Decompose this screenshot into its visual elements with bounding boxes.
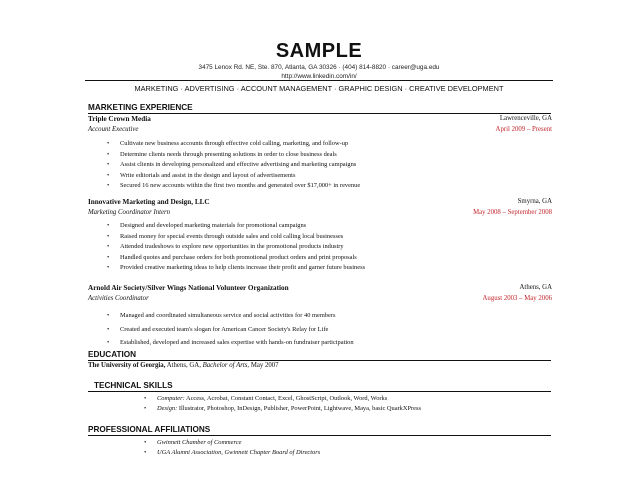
affiliation-item: • Gwinnett Chamber of Commerce xyxy=(144,438,320,448)
bullet-item: • Secured 16 new accounts within the first two months and generated over $17,000+ in revenue xyxy=(107,181,360,192)
job-bullets xyxy=(107,139,360,192)
affiliation-item: • UGA Alumni Association, Gwinnett Chapter Board of Directors xyxy=(144,448,320,458)
job-location: Lawrenceville, GA xyxy=(499,115,552,122)
job-bullets xyxy=(107,221,365,274)
resume-name: SAMPLE xyxy=(275,40,363,62)
education-entry xyxy=(88,362,279,369)
job-dates: April 2009 – Present xyxy=(495,126,552,133)
section-rule xyxy=(88,391,551,392)
company-name: Arnold Air Society/Silver Wings National Volunteer Organization xyxy=(88,284,289,292)
company-name: Innovative Marketing and Design, LLC xyxy=(88,198,210,206)
bullet-item: • Established, developed and increased sales expertise with hands-on fundraiser participation xyxy=(107,336,354,350)
graduation-date: May 2007 xyxy=(249,362,279,369)
section-heading-technical: TECHNICAL SKILLS xyxy=(94,381,173,390)
bullet-item: • Attended tradeshows to explore new opportunities in the promotional products industry xyxy=(107,242,365,253)
school-name: The University of Georgia, xyxy=(88,362,166,369)
bullet-item: • Managed and coordinated simultaneous service and social activities for 40 members xyxy=(107,309,354,323)
header-rule xyxy=(85,80,553,81)
skill-text: Access, Acrobat, Constant Contact, Excel, GhostScript, Outlook, Word, Works xyxy=(184,395,388,402)
technical-skills-list xyxy=(144,394,421,413)
section-rule xyxy=(88,360,551,361)
section-heading-education: EDUCATION xyxy=(88,350,137,359)
school-place: Athens, GA, xyxy=(165,362,203,369)
section-rule xyxy=(88,435,551,436)
bullet-item: • Determine clients needs through presenting solutions in order to close business deals xyxy=(107,150,360,161)
bullet-item: • Cultivate new business accounts through effective cold calling, marketing, and follow-up xyxy=(107,139,360,150)
section-rule xyxy=(88,113,551,114)
company-name: Triple Crown Media xyxy=(88,115,151,123)
skill-label: Computer: xyxy=(157,395,185,402)
bullet-item: • Assist clients in developing personalized and effective advertising and marketing campaigns xyxy=(107,160,360,171)
bullet-item: • Raised money for special events through outside sales and cold calling local businesses xyxy=(107,232,365,243)
job-title: Activities Coordinator xyxy=(88,295,149,302)
contact-line: 3475 Lenox Rd. NE, Ste. 870, Atlanta, GA 30326 · (404) 814-8820 · career@uga.edu xyxy=(198,64,440,71)
skill-label: Design: xyxy=(157,404,178,412)
skill-item xyxy=(144,394,421,404)
job-bullets xyxy=(107,309,354,350)
bullet-item: • Created and executed team's slogan for American Cancer Society's Relay for Life xyxy=(107,323,354,337)
bullet-item: • Write editorials and assist in the design and layout of advertisements xyxy=(107,171,360,182)
bullet-item: • Designed and developed marketing materials for promotional campaigns xyxy=(107,221,365,232)
affiliations-list xyxy=(144,438,320,458)
job-title: Marketing Coordinator Intern xyxy=(88,209,171,216)
job-dates: May 2008 – September 2008 xyxy=(473,209,552,216)
job-location: Athens, GA xyxy=(519,284,552,291)
degree: Bachelor of Arts, xyxy=(202,362,250,369)
job-dates: August 2003 – May 2006 xyxy=(482,295,552,302)
contact-info xyxy=(0,63,638,81)
profile-url: http://www.linkedin.com/in/ xyxy=(281,73,357,80)
section-heading-experience: MARKETING EXPERIENCE xyxy=(88,103,193,112)
skills-summary: MARKETING · ADVERTISING · ACCOUNT MANAGEMENT · GRAPHIC DESIGN · CREATIVE DEVELOPMENT xyxy=(134,84,504,93)
bullet-item: • Provided creative marketing ideas to help clients increase their profit and garner future business xyxy=(107,263,365,274)
bullet-item: • Handled quotes and purchase orders for both promotional product orders and print proposals xyxy=(107,253,365,264)
skill-item xyxy=(144,404,421,414)
section-heading-affiliations: PROFESSIONAL AFFILIATIONS xyxy=(88,425,211,434)
job-location: Smyrna, GA xyxy=(517,198,552,205)
job-title: Account Executive xyxy=(88,126,139,133)
skill-text: Illustrator, Photoshop, InDesign, Publisher, PowerPoint, Lightwave, Maya, basic QuarkXPress xyxy=(177,404,421,412)
